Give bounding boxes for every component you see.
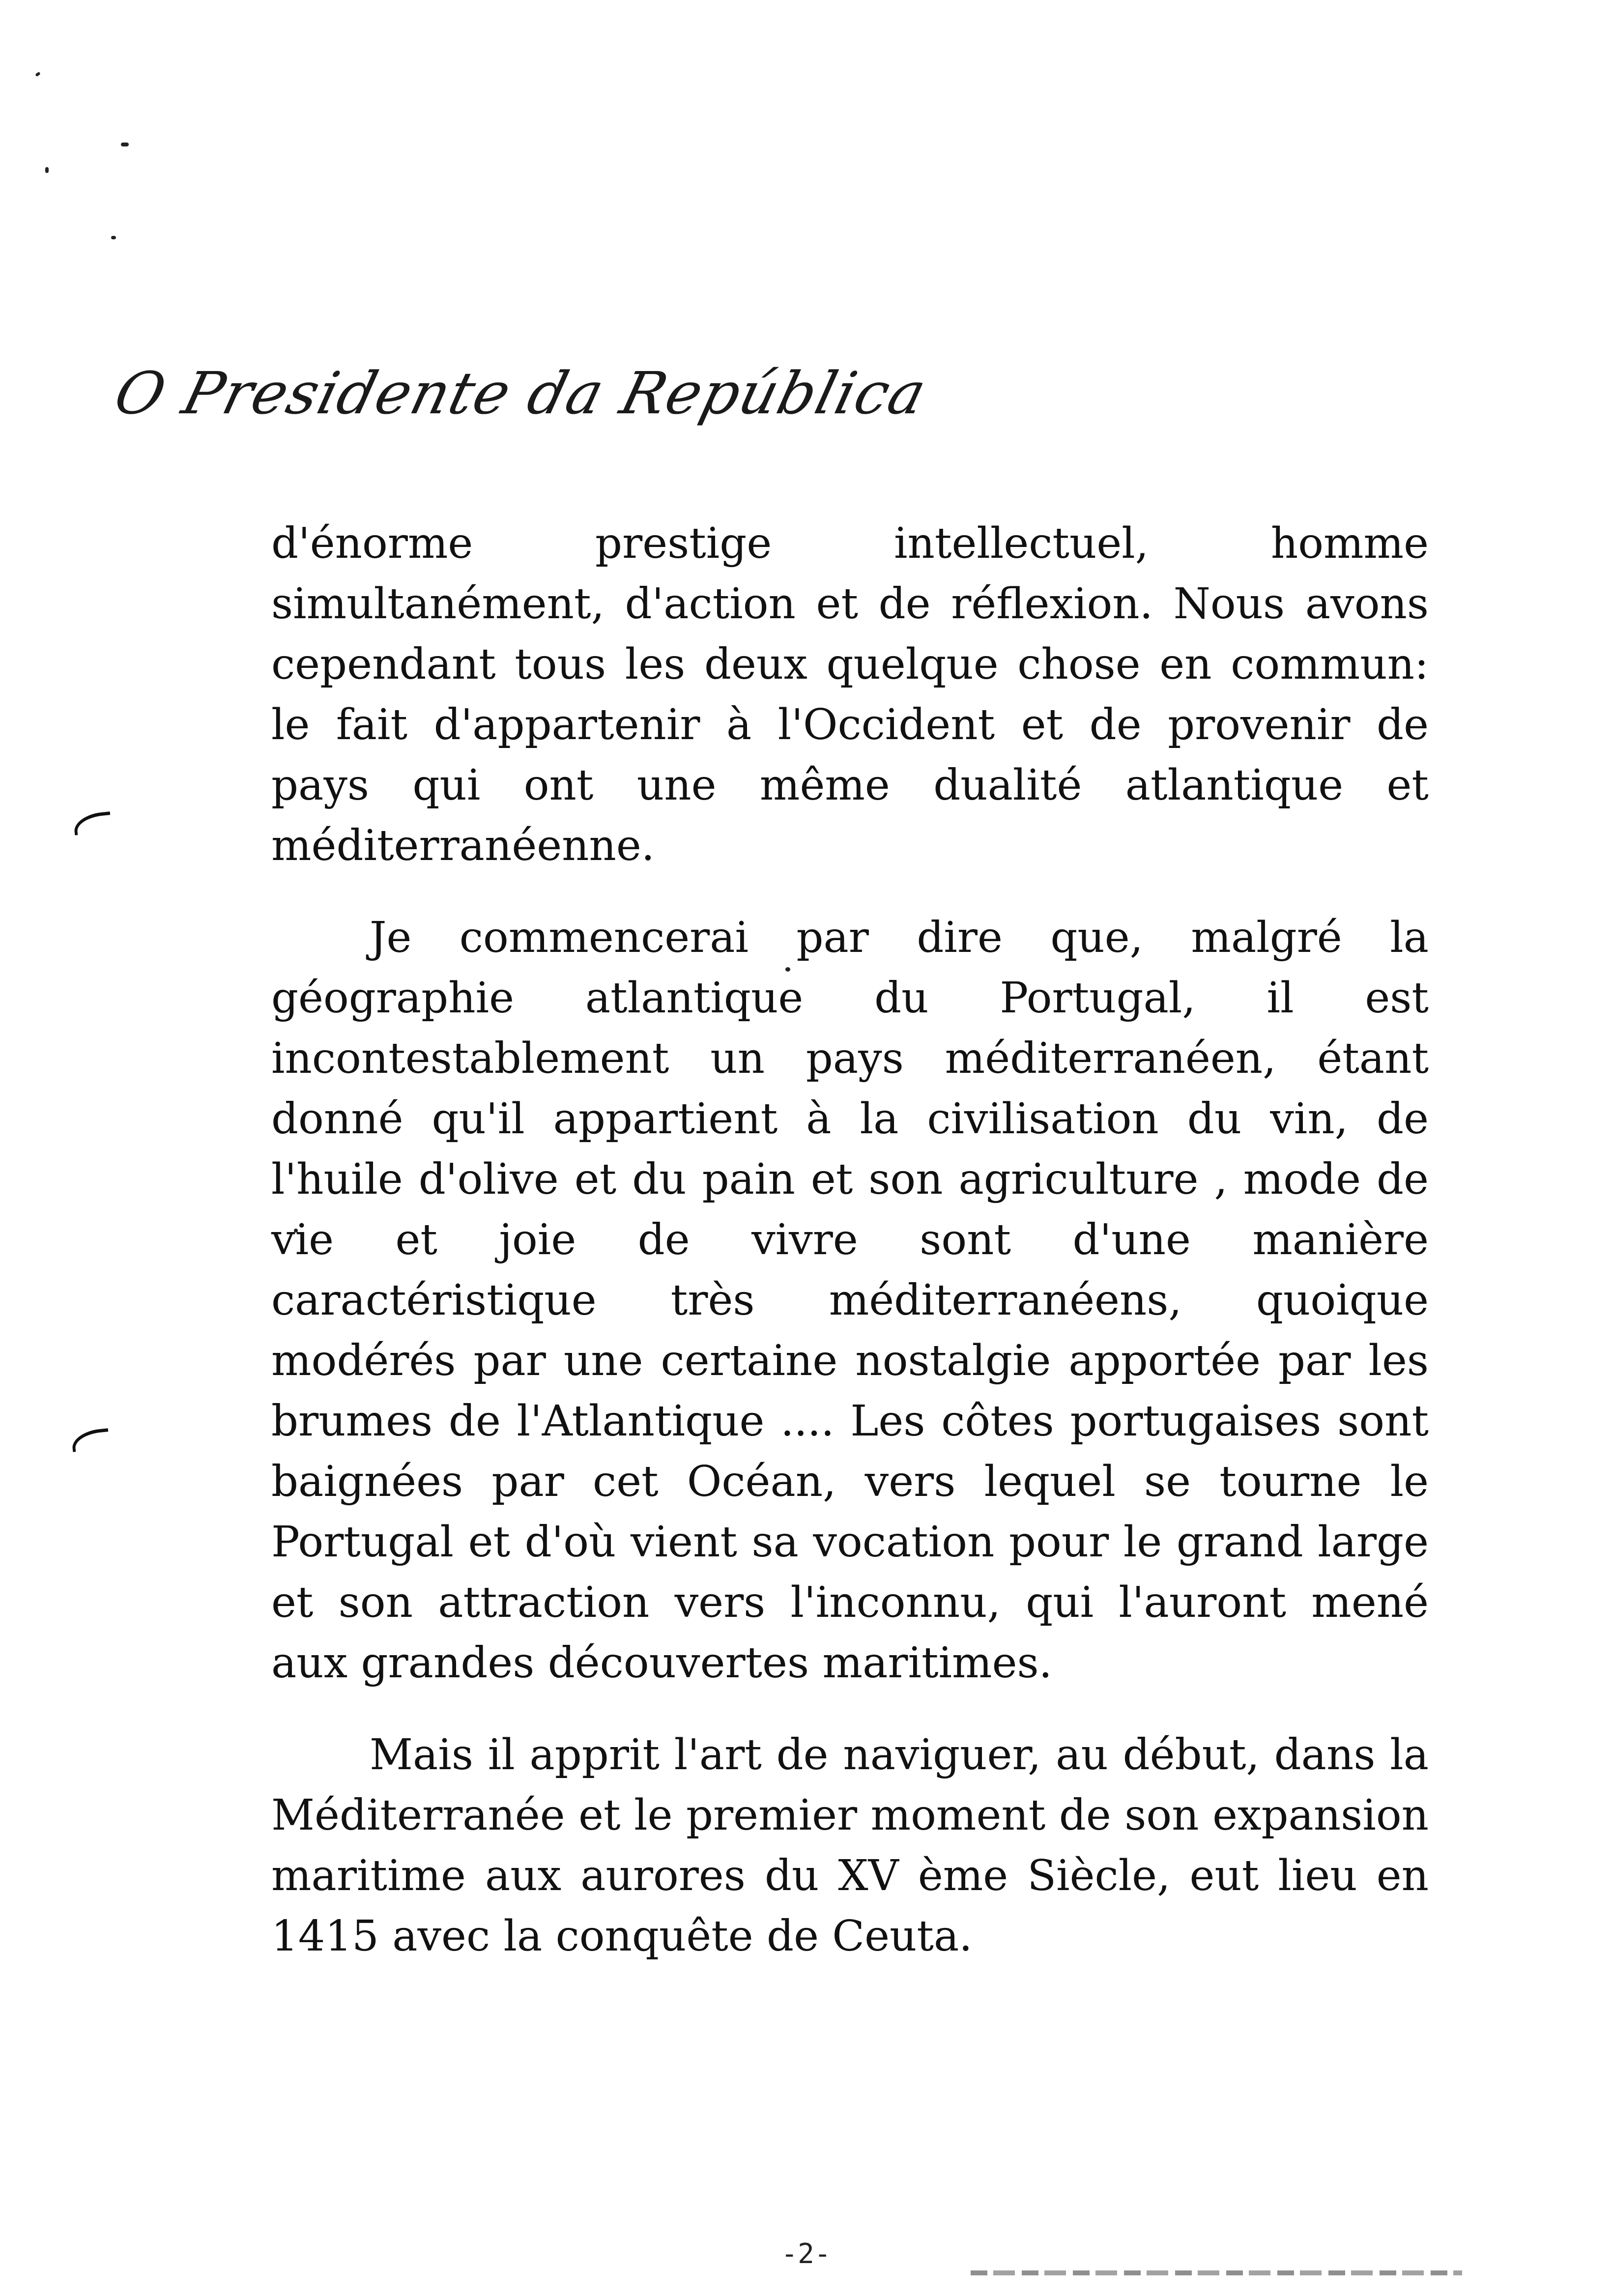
- scan-edge-artifact: [971, 2270, 1462, 2275]
- margin-mark: [73, 811, 112, 835]
- letterhead-script: O Presidente da República: [108, 359, 934, 427]
- paragraph-continuation: d'énorme prestige intellectuel, homme simultanément, d'action et de réflexion. Nous avons cependant tous les deux quelque chose en commun: le fait d'appartenir à l'Occident et de provenir de pays qui ont une même dualité atlantique et méditerranéenne.: [271, 519, 1429, 870]
- letter-body: [271, 514, 1429, 1967]
- scan-speck: [45, 167, 49, 173]
- scan-speck: [35, 72, 41, 77]
- scan-speck: [111, 236, 116, 239]
- paragraph: Mais il apprit l'art de naviguer, au début, dans la Méditerranée et le premier moment de son expansion maritime aux aurores du XV ème Siècle, eut lieu en 1415 avec la conquête de Ceuta.: [271, 1730, 1429, 1961]
- scan-speck: [121, 143, 129, 146]
- margin-mark: [71, 1428, 110, 1452]
- paragraph: Je commencerai par dire que, malgré la géographie atlantique du Portugal, il est incontestablement un pays méditerranéen, étant donné qu'il appartient à la civilisation du vin, de l'huile d'olive et du pain et son agriculture , mode de vie et joie de vivre sont d'une manière caractéristique très méditerranéens, quoique modérés par une certaine nostalgie apportée par les brumes de l'Atlantique .... Les côtes portugaises sont baignées par cet Océan, vers lequel se tourne le Portugal et d'où vient sa vocation pour le grand large et son attraction vers l'inconnu, qui l'auront mené aux grandes découvertes maritimes.: [271, 913, 1429, 1688]
- page-number: -2-: [781, 2238, 831, 2270]
